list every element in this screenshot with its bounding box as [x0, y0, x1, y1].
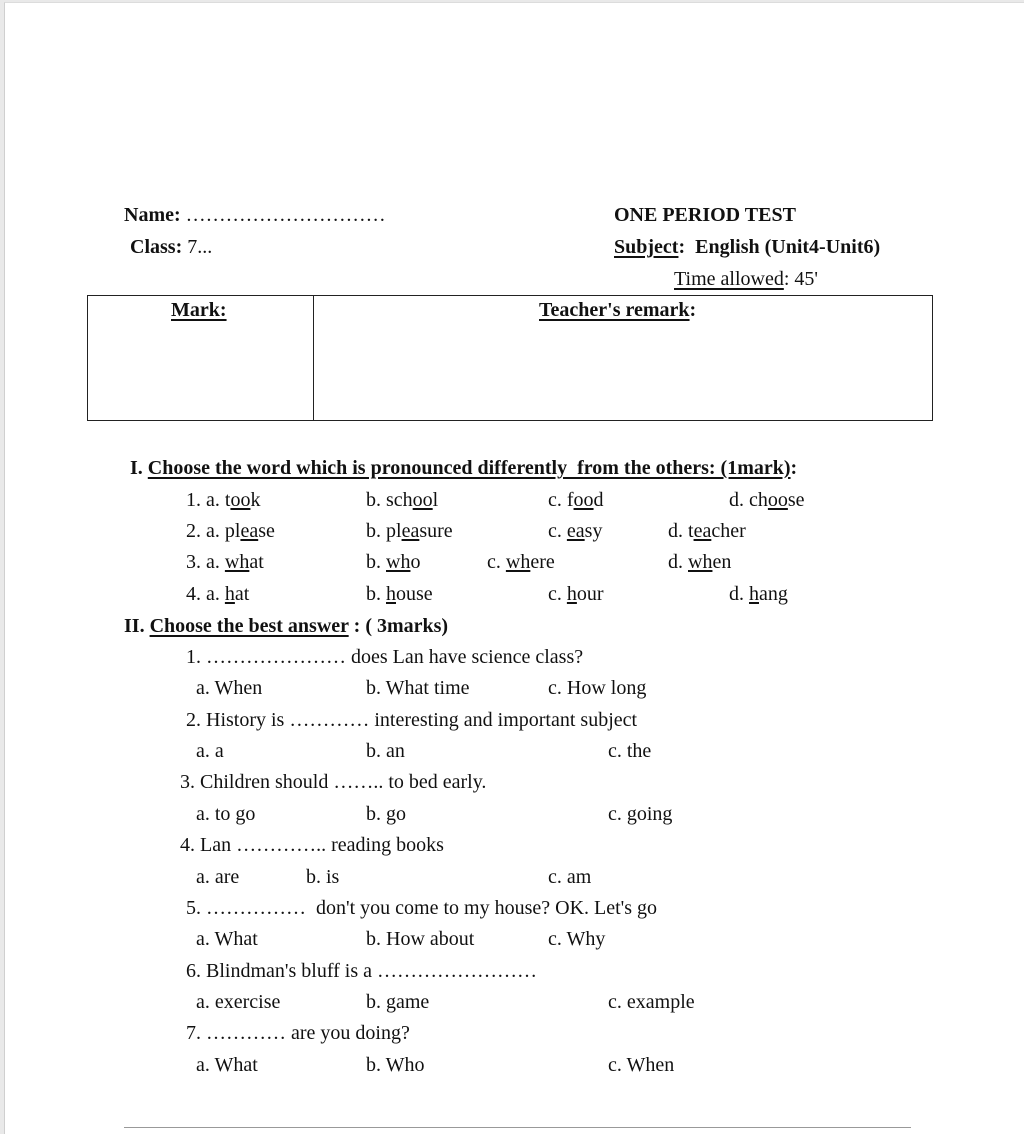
s2-q5-option-a: a. What — [196, 928, 258, 950]
section1-heading — [130, 456, 797, 480]
s2-q1-stem: 1. ………………… does Lan have science class? — [186, 646, 584, 668]
s1-q4-option-b: b. house — [366, 583, 433, 605]
name-line — [124, 203, 386, 227]
s2-q1-option-a: a. When — [196, 677, 263, 699]
s1-q2-option-d: d. teacher — [668, 520, 746, 542]
s2-q3-stem: 3. Children should …….. to bed early. — [180, 771, 487, 793]
subject-value: English (Unit4-Unit6) — [695, 236, 881, 258]
time-line: Time allowed: 45' — [674, 268, 818, 290]
s2-q7-option-a: a. What — [196, 1054, 258, 1076]
s1-q2-option-a: 2. a. please — [186, 520, 275, 542]
s2-q5-stem: 5. …………… don't you come to my house? OK. Let's go — [186, 897, 658, 919]
section2-title: Choose the best answer — [149, 615, 349, 637]
s1-q3-option-d: d. when — [668, 551, 732, 573]
s2-q2-option-a: a. a — [196, 740, 224, 762]
s2-q2-stem: 2. History is ………… interesting and important subject — [186, 709, 638, 731]
remark-line: Teacher's remark: — [539, 299, 697, 321]
s1-q1-option-c: c. food — [548, 489, 604, 511]
name-label: Name: — [124, 204, 181, 226]
s1-q4-option-a: 4. a. hat — [186, 583, 250, 605]
time-label: Time allowed — [674, 268, 784, 290]
section1-title: Choose the word which is pronounced differently from the others: (1mark) — [147, 457, 791, 479]
name-dots: ………………………… — [185, 204, 386, 226]
section1-roman: I. — [130, 457, 143, 479]
s1-q1-option-b: b. school — [366, 489, 439, 511]
s2-q5-option-b: b. How about — [366, 928, 475, 950]
mark-label: Mark: — [171, 299, 227, 321]
s2-q2-option-b: b. an — [366, 740, 405, 762]
s1-q2-option-b: b. pleasure — [366, 520, 453, 542]
s1-q1-option-d: d. choose — [729, 489, 805, 511]
mark-table-divider — [313, 296, 314, 420]
s2-q6-option-a: a. exercise — [196, 991, 281, 1013]
section2-heading — [124, 614, 448, 638]
section2-roman: II. — [124, 615, 145, 637]
s2-q4-option-a: a. are — [196, 866, 240, 888]
s2-q7-stem: 7. ………… are you doing? — [186, 1022, 410, 1044]
class-value: 7... — [187, 236, 213, 258]
page-bottom-rule — [124, 1127, 911, 1128]
s2-q6-stem: 6. Blindman's bluff is a …………………… — [186, 960, 538, 982]
class-label: Class: — [130, 236, 183, 258]
s2-q7-option-c: c. When — [608, 1054, 675, 1076]
s1-q3-option-b: b. who — [366, 551, 421, 573]
subject-line: Subject: English (Unit4-Unit6) — [614, 236, 881, 258]
section1-colon: : — [790, 457, 798, 479]
s2-q4-option-b: b. is — [306, 866, 340, 888]
s2-q6-option-c: c. example — [608, 991, 695, 1013]
s2-q4-option-c: c. am — [548, 866, 592, 888]
s2-q3-option-a: a. to go — [196, 803, 256, 825]
s2-q5-option-c: c. Why — [548, 928, 606, 950]
s2-q7-option-b: b. Who — [366, 1054, 425, 1076]
time-value: 45' — [794, 268, 818, 290]
s1-q4-option-c: c. hour — [548, 583, 604, 605]
s2-q3-option-c: c. going — [608, 803, 673, 825]
s2-q4-stem: 4. Lan ………….. reading books — [180, 834, 444, 856]
s1-q1-option-a: 1. a. took — [186, 489, 261, 511]
section2-suffix: : ( 3marks) — [348, 615, 449, 637]
subject-label: Subject — [614, 236, 679, 258]
s2-q3-option-b: b. go — [366, 803, 406, 825]
remark-label: Teacher's remark — [539, 299, 690, 321]
s2-q2-option-c: c. the — [608, 740, 652, 762]
test-title: ONE PERIOD TEST — [614, 204, 796, 226]
s1-q3-option-c: c. where — [487, 551, 555, 573]
s2-q6-option-b: b. game — [366, 991, 430, 1013]
class-line — [130, 235, 212, 259]
s1-q4-option-d: d. hang — [729, 583, 788, 605]
s2-q1-option-b: b. What time — [366, 677, 470, 699]
s2-q1-option-c: c. How long — [548, 677, 647, 699]
s1-q2-option-c: c. easy — [548, 520, 603, 542]
s1-q3-option-a: 3. a. what — [186, 551, 264, 573]
